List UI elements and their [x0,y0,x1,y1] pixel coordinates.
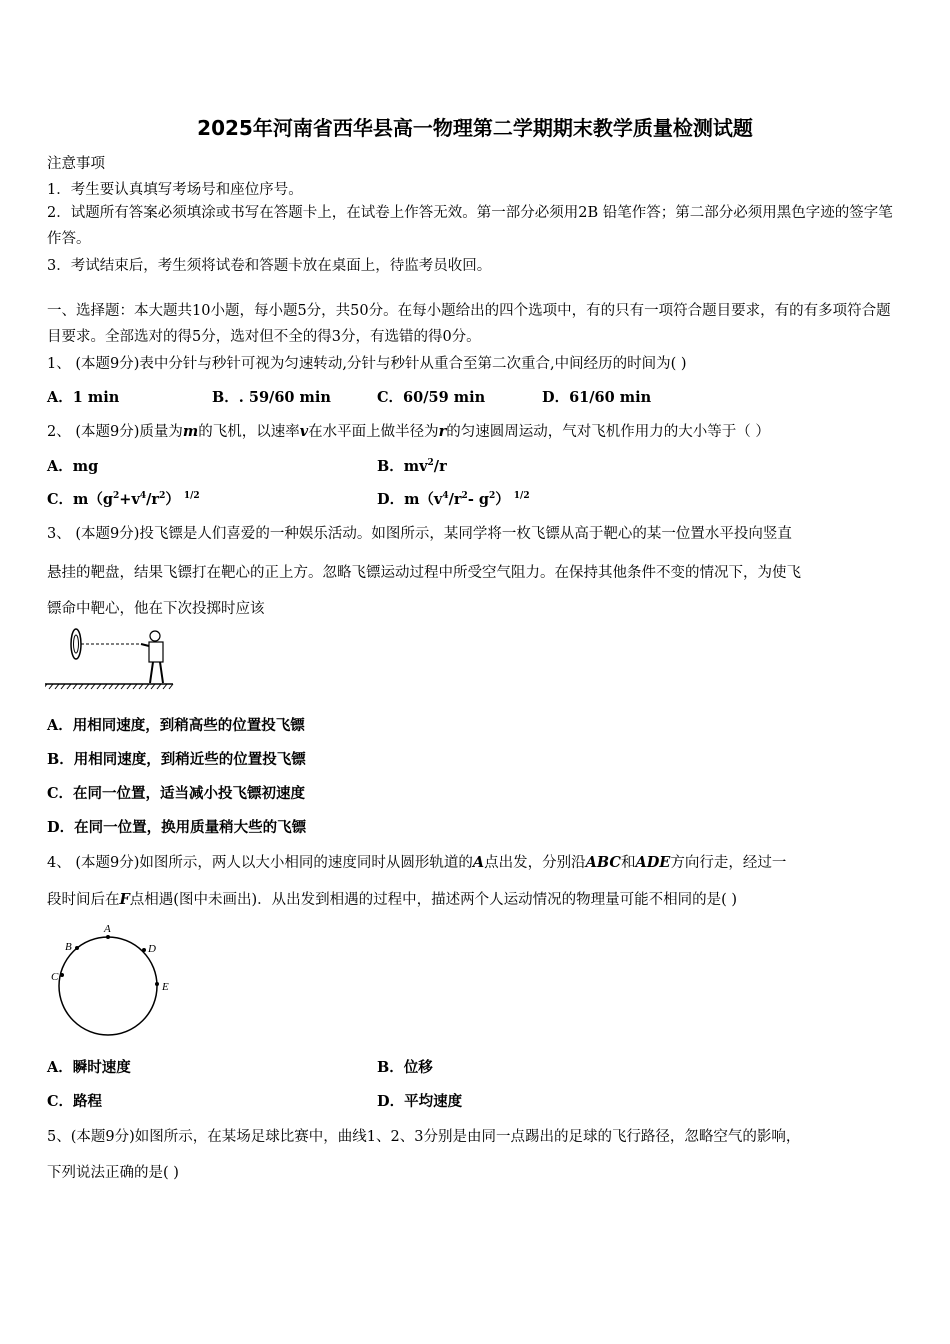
q2-option-c [47,488,200,509]
q2-c-sup: 4 [139,491,147,502]
q2-d-part: /r [448,491,462,508]
q4-text: 和 [620,855,636,871]
question-4-stem-line-1 [47,851,905,872]
q4-text: 点出发，分别沿 [484,855,586,871]
q3-option-b: B．用相同速度，到稍近些的位置投飞镖 [47,751,306,768]
q2-c-sup: 1/2 [183,491,200,502]
q2-b-tail: /r [433,458,447,475]
notice-item-1: 1．考生要认真填写考场号和座位序号。 [47,182,303,198]
question-3-stem-line-1: 3、 (本题9分)投飞镖是人们喜爱的一种娱乐活动。如图所示，某同学将一枚飞镖从高于靶心的某一位置水平投向竖直 [47,526,792,542]
point-e-dot [155,982,159,986]
q3-option-c: C．在同一位置，适当减小投飞镖初速度 [47,785,306,802]
thrower-head [150,631,160,641]
q2-text-4: 的匀速圆周运动，气对飞机作用力的大小等于（ ） [446,424,770,440]
label-a: A [104,923,111,935]
thrower-arm [141,644,149,646]
q2-c-part: +v [119,491,140,508]
page-title: 2025年河南省西华县高一物理第二学期期末教学质量检测试题 [197,116,753,140]
q2-option-b [377,455,447,476]
label-b: B [65,941,72,953]
q2-option-d [377,488,530,509]
q2-c-part: ） [165,491,180,508]
question-3-stem-line-3: 镖命中靶心，他在下次投掷时应该 [47,601,265,617]
q2-c-sup: 2 [113,491,120,502]
q1-option-a: A．1 min [47,389,120,406]
point-a-dot [106,935,110,939]
q2-text-1: 2、 (本题9分)质量为 [47,424,183,440]
thrower-leg [150,662,153,683]
notice-item-2: 2．试题所有答案必须填涂或书写在答题卡上，在试卷上作答无效。第一部分必须用2B 铅笔作答；第二部分必须用黑色字迹的签字笔作答。 [47,205,893,247]
q4-point-f: F [119,891,130,908]
circular-track-figure [45,920,180,1042]
q4-path-abc: ABC [585,854,621,871]
q3-option-d: D．在同一位置，换用质量稍大些的飞镖 [47,819,307,836]
q2-d-sup: 2 [461,491,468,502]
dartboard [71,629,81,659]
question-2-stem [47,420,905,441]
q2-c-part: C．m（g [47,491,114,508]
q4-option-c: C．路程 [47,1093,103,1110]
q4-option-b: B．位移 [377,1059,433,1076]
question-5-stem-line-1: 5、(本题9分)如图所示，在某场足球比赛中，曲线1、2、3分别是由同一点踢出的足球的飞行路径，忽略空气的影响， [47,1129,801,1145]
q2-d-sup: 4 [442,491,449,502]
q2-d-sup: 2 [489,491,496,502]
question-4-stem-line-2 [47,888,905,909]
question-3-stem-line-2: 悬挂的靶盘，结果飞镖打在靶心的正上方。忽略飞镖运动过程中所受空气阻力。在保持其他条件不变的情况下，为使飞 [47,565,801,581]
q2-c-part: /r [146,491,160,508]
point-b-dot [75,946,79,950]
label-d: D [148,943,156,955]
label-e: E [162,981,169,993]
notice-item-3: 3．考试结束后，考生须将试卷和答题卡放在桌面上，待监考员收回。 [47,258,492,274]
q4-option-a: A．瞬时速度 [47,1059,131,1076]
section-intro: 一、选择题：本大题共10小题，每小题5分，共50分。在每小题给出的四个选项中，有的只有一项符合题目要求，有的有多项符合题目要求。全部选对的得5分，选对但不全的得3分，有选错的得0分。 [47,303,891,345]
q4-point-a: A [472,854,485,871]
q2-var-r: r [438,423,447,440]
question-5-stem-line-2: 下列说法正确的是( ) [47,1165,179,1181]
q2-option-a: A．mg [47,458,99,475]
q2-b-sup: 2 [427,458,434,469]
point-d-dot [142,948,146,952]
q4-text: 段时间后在 [47,892,120,908]
q2-d-part: ） [495,491,510,508]
q4-option-d: D．平均速度 [377,1093,463,1110]
q1-option-b: B．. 59/60 min [212,389,331,406]
q2-c-sup: 2 [159,491,166,502]
q2-var-v: v [299,423,309,440]
q4-text: 方向行走，经过一 [670,855,787,871]
q4-text: 点相遇(图中未画出)．从出发到相遇的过程中，描述两个人运动情况的物理量可能不相同的是( ) [129,892,738,908]
q2-b-main: B．mv [377,458,428,475]
q2-text-3: 在水平面上做半径为 [308,424,439,440]
q2-d-part: - g [467,491,490,508]
circular-track [59,937,157,1035]
q2-d-part: D．m（v [377,491,443,508]
q2-d-sup: 1/2 [513,491,530,502]
q4-path-ade: ADE [635,854,671,871]
dartboard-ring [74,635,79,653]
q1-option-c: C．60/59 min [377,389,486,406]
q1-option-d: D．61/60 min [542,389,652,406]
point-c-dot [60,973,64,977]
label-c: C [51,971,59,983]
question-1-stem: 1、 (本题9分)表中分针与秒针可视为匀速转动,分针与秒针从重合至第二次重合,中间经历的时间为( ) [47,356,687,372]
q2-text-2: 的飞机，以速率 [198,424,300,440]
q4-text: 4、 (本题9分)如图所示，两人以大小相同的速度同时从圆形轨道的 [47,855,473,871]
thrower-body [149,642,163,662]
thrower-leg [160,662,163,683]
q3-option-a: A．用相同速度，到稍高些的位置投飞镖 [47,717,305,734]
notice-heading: 注意事项 [47,156,105,172]
q2-var-m: m [182,423,199,440]
dart-throwing-figure [45,626,180,691]
